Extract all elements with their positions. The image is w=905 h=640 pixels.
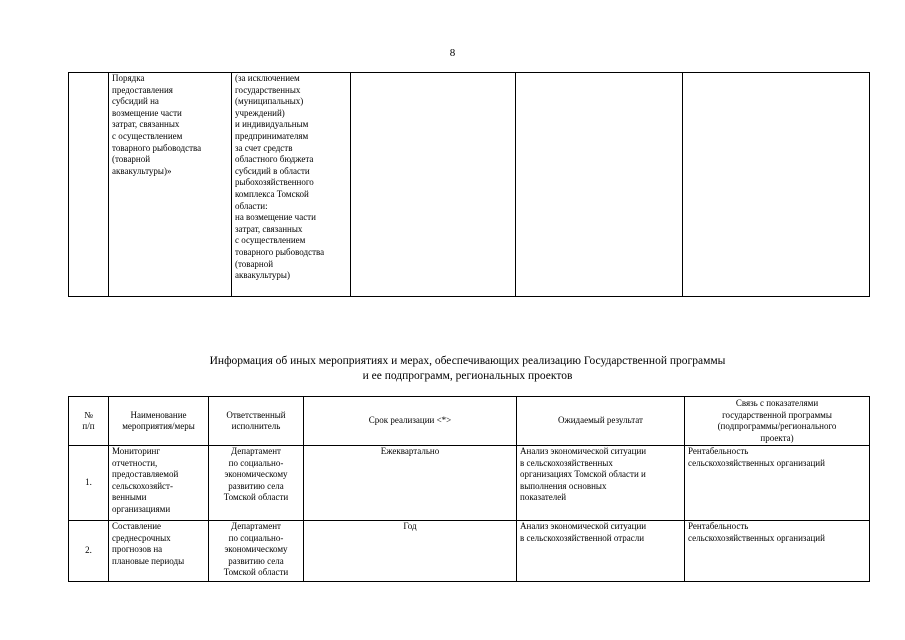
table-cell	[351, 73, 516, 297]
header-period: Срок реализации <*>	[304, 397, 517, 446]
header-executor: Ответственный исполнитель	[209, 397, 304, 446]
table-row	[69, 521, 870, 582]
section-heading-line: Информация об иных мероприятиях и мерах, обеспечивающих реализацию Государственной программы	[209, 355, 726, 367]
header-result: Ожидаемый результат	[517, 397, 685, 446]
row-num: 2.	[69, 521, 109, 582]
table-row	[69, 446, 870, 521]
row-num: 1.	[69, 446, 109, 521]
header-link: Связь с показателями государственной программы (подпрограммы/регионального проекта)	[685, 397, 870, 446]
row-period: Ежеквартально	[304, 446, 517, 521]
row-result: Анализ экономической ситуации в сельскохозяйственной отрасли	[517, 521, 685, 582]
row-result: Анализ экономической ситуации в сельскохозяйственных организациях Томской области и выполнения основных показателей	[517, 446, 685, 521]
page-number: 8	[449, 47, 456, 59]
table-cell-subsidy-text: (за исключением государственных (муниципальных) учреждений) и индивидуальным предпринимателям за счет средств областного бюджета субсидий в области рыбохозяйственного комплекса Томской области: на возмещение части затрат, связанных с осуществлением товарного рыбоводства (товарной аквакультуры)	[232, 73, 351, 297]
section-heading-line: и ее подпрограмм, региональных проектов	[362, 370, 573, 382]
continuation-table	[68, 72, 870, 297]
row-name: Мониторинг отчетности, предоставляемой сельскохозяйст- венными организациями	[109, 446, 209, 521]
table-cell	[516, 73, 683, 297]
row-executor: Департамент по социально- экономическому развитию села Томской области	[209, 521, 304, 582]
table-cell	[69, 73, 109, 297]
section-heading	[0, 354, 905, 384]
row-name: Составление среднесрочных прогнозов на плановые периоды	[109, 521, 209, 582]
table-header-row	[69, 397, 870, 446]
table-cell-order-text: Порядка предоставления субсидий на возмещение части затрат, связанных с осуществлением товарного рыбоводства (товарной аквакультуры)»	[109, 73, 232, 297]
row-link: Рентабельность сельскохозяйственных организаций	[685, 521, 870, 582]
header-name: Наименование мероприятия/меры	[109, 397, 209, 446]
row-executor: Департамент по социально- экономическому развитию села Томской области	[209, 446, 304, 521]
row-link: Рентабельность сельскохозяйственных организаций	[685, 446, 870, 521]
row-period: Год	[304, 521, 517, 582]
table-cell	[683, 73, 870, 297]
measures-table	[68, 396, 870, 582]
table-row	[69, 73, 870, 297]
header-num: № п/п	[69, 397, 109, 446]
